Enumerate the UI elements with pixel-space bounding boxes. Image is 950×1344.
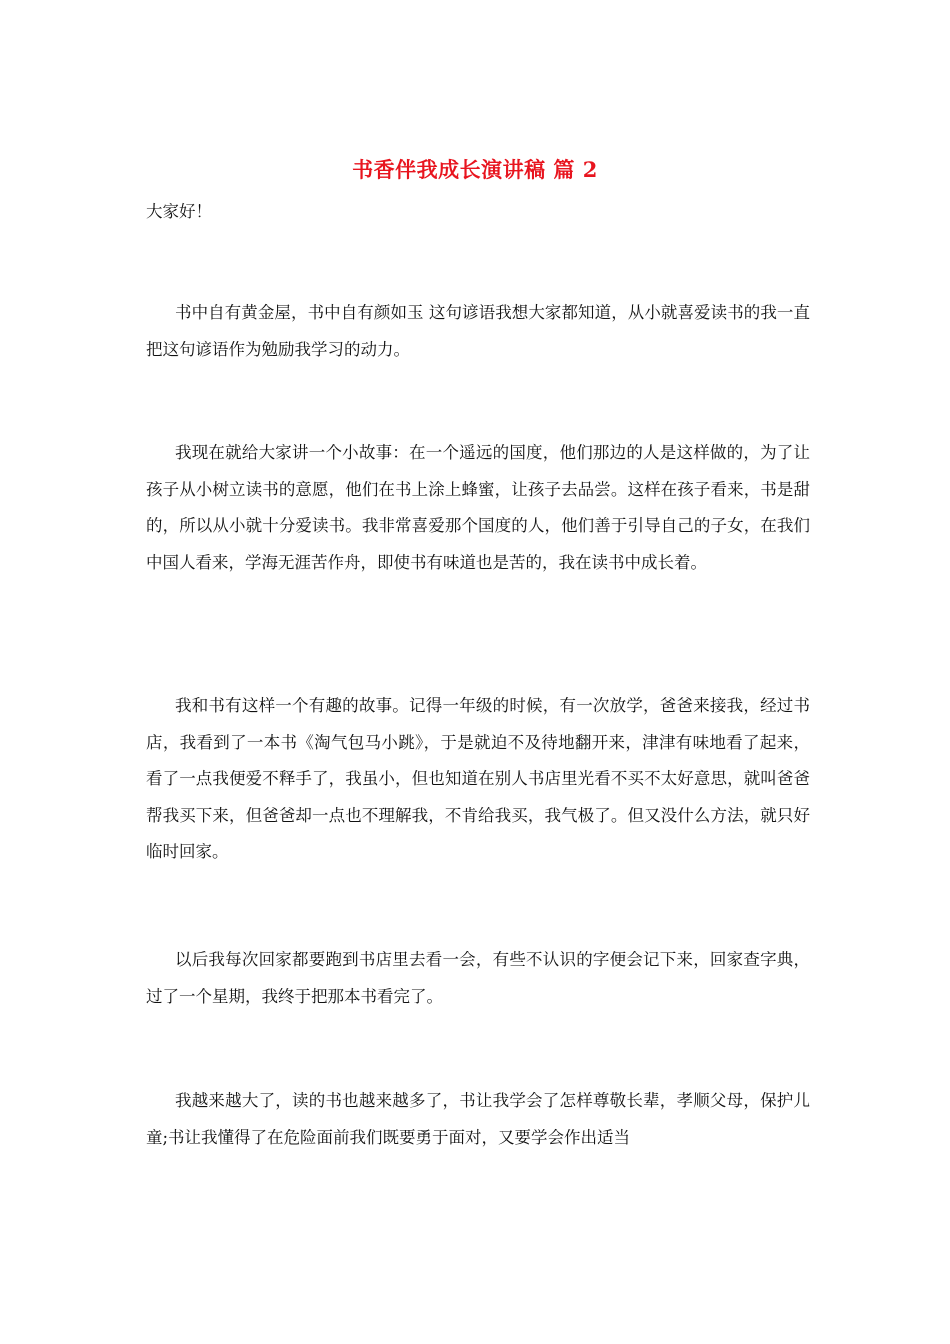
paragraph: 以后我每次回家都要跑到书店里去看一会，有些不认识的字便会记下来，回家查字典，过了一个星期，我终于把那本书看完了。 [146,950,810,1006]
paragraph: 我现在就给大家讲一个小故事：在一个遥远的国度，他们那边的人是这样做的，为了让孩子从小树立读书的意愿，他们在书上涂上蜂蜜，让孩子去品尝。这样在孩子看来，书是甜的，所以从小就十分爱读书。我非常喜爱那个国度的人，他们善于引导自己的子女，在我们中国人看来，学海无涯苦作舟，即使书有味道也是苦的，我在读书中成长着。 [146,443,810,572]
paragraph: 书中自有黄金屋，书中自有颜如玉 这句谚语我想大家都知道，从小就喜爱读书的我一直把这句谚语作为勉励我学习的动力。 [146,303,810,359]
greeting-text: 大家好！ [146,202,212,221]
paragraph: 我和书有这样一个有趣的故事。记得一年级的时候，有一次放学，爸爸来接我，经过书店，我看到了一本书《淘气包马小跳》，于是就迫不及待地翻开来，津津有味地看了起来，看了一点我便爱不释手了，我虽小，但也知道在别人书店里光看不买不太好意思，就叫爸爸帮我买下来，但爸爸却一点也不理解我，不肯给我买，我气极了。但又没什么方法，就只好临时回家。 [146,696,810,861]
document-title: 书香伴我成长演讲稿 篇 2 [352,157,598,182]
paragraph: 我越来越大了，读的书也越来越多了，书让我学会了怎样尊敬长辈，孝顺父母，保护儿童;书让我懂得了在危险面前我们既要勇于面对，又要学会作出适当 [146,1091,810,1147]
